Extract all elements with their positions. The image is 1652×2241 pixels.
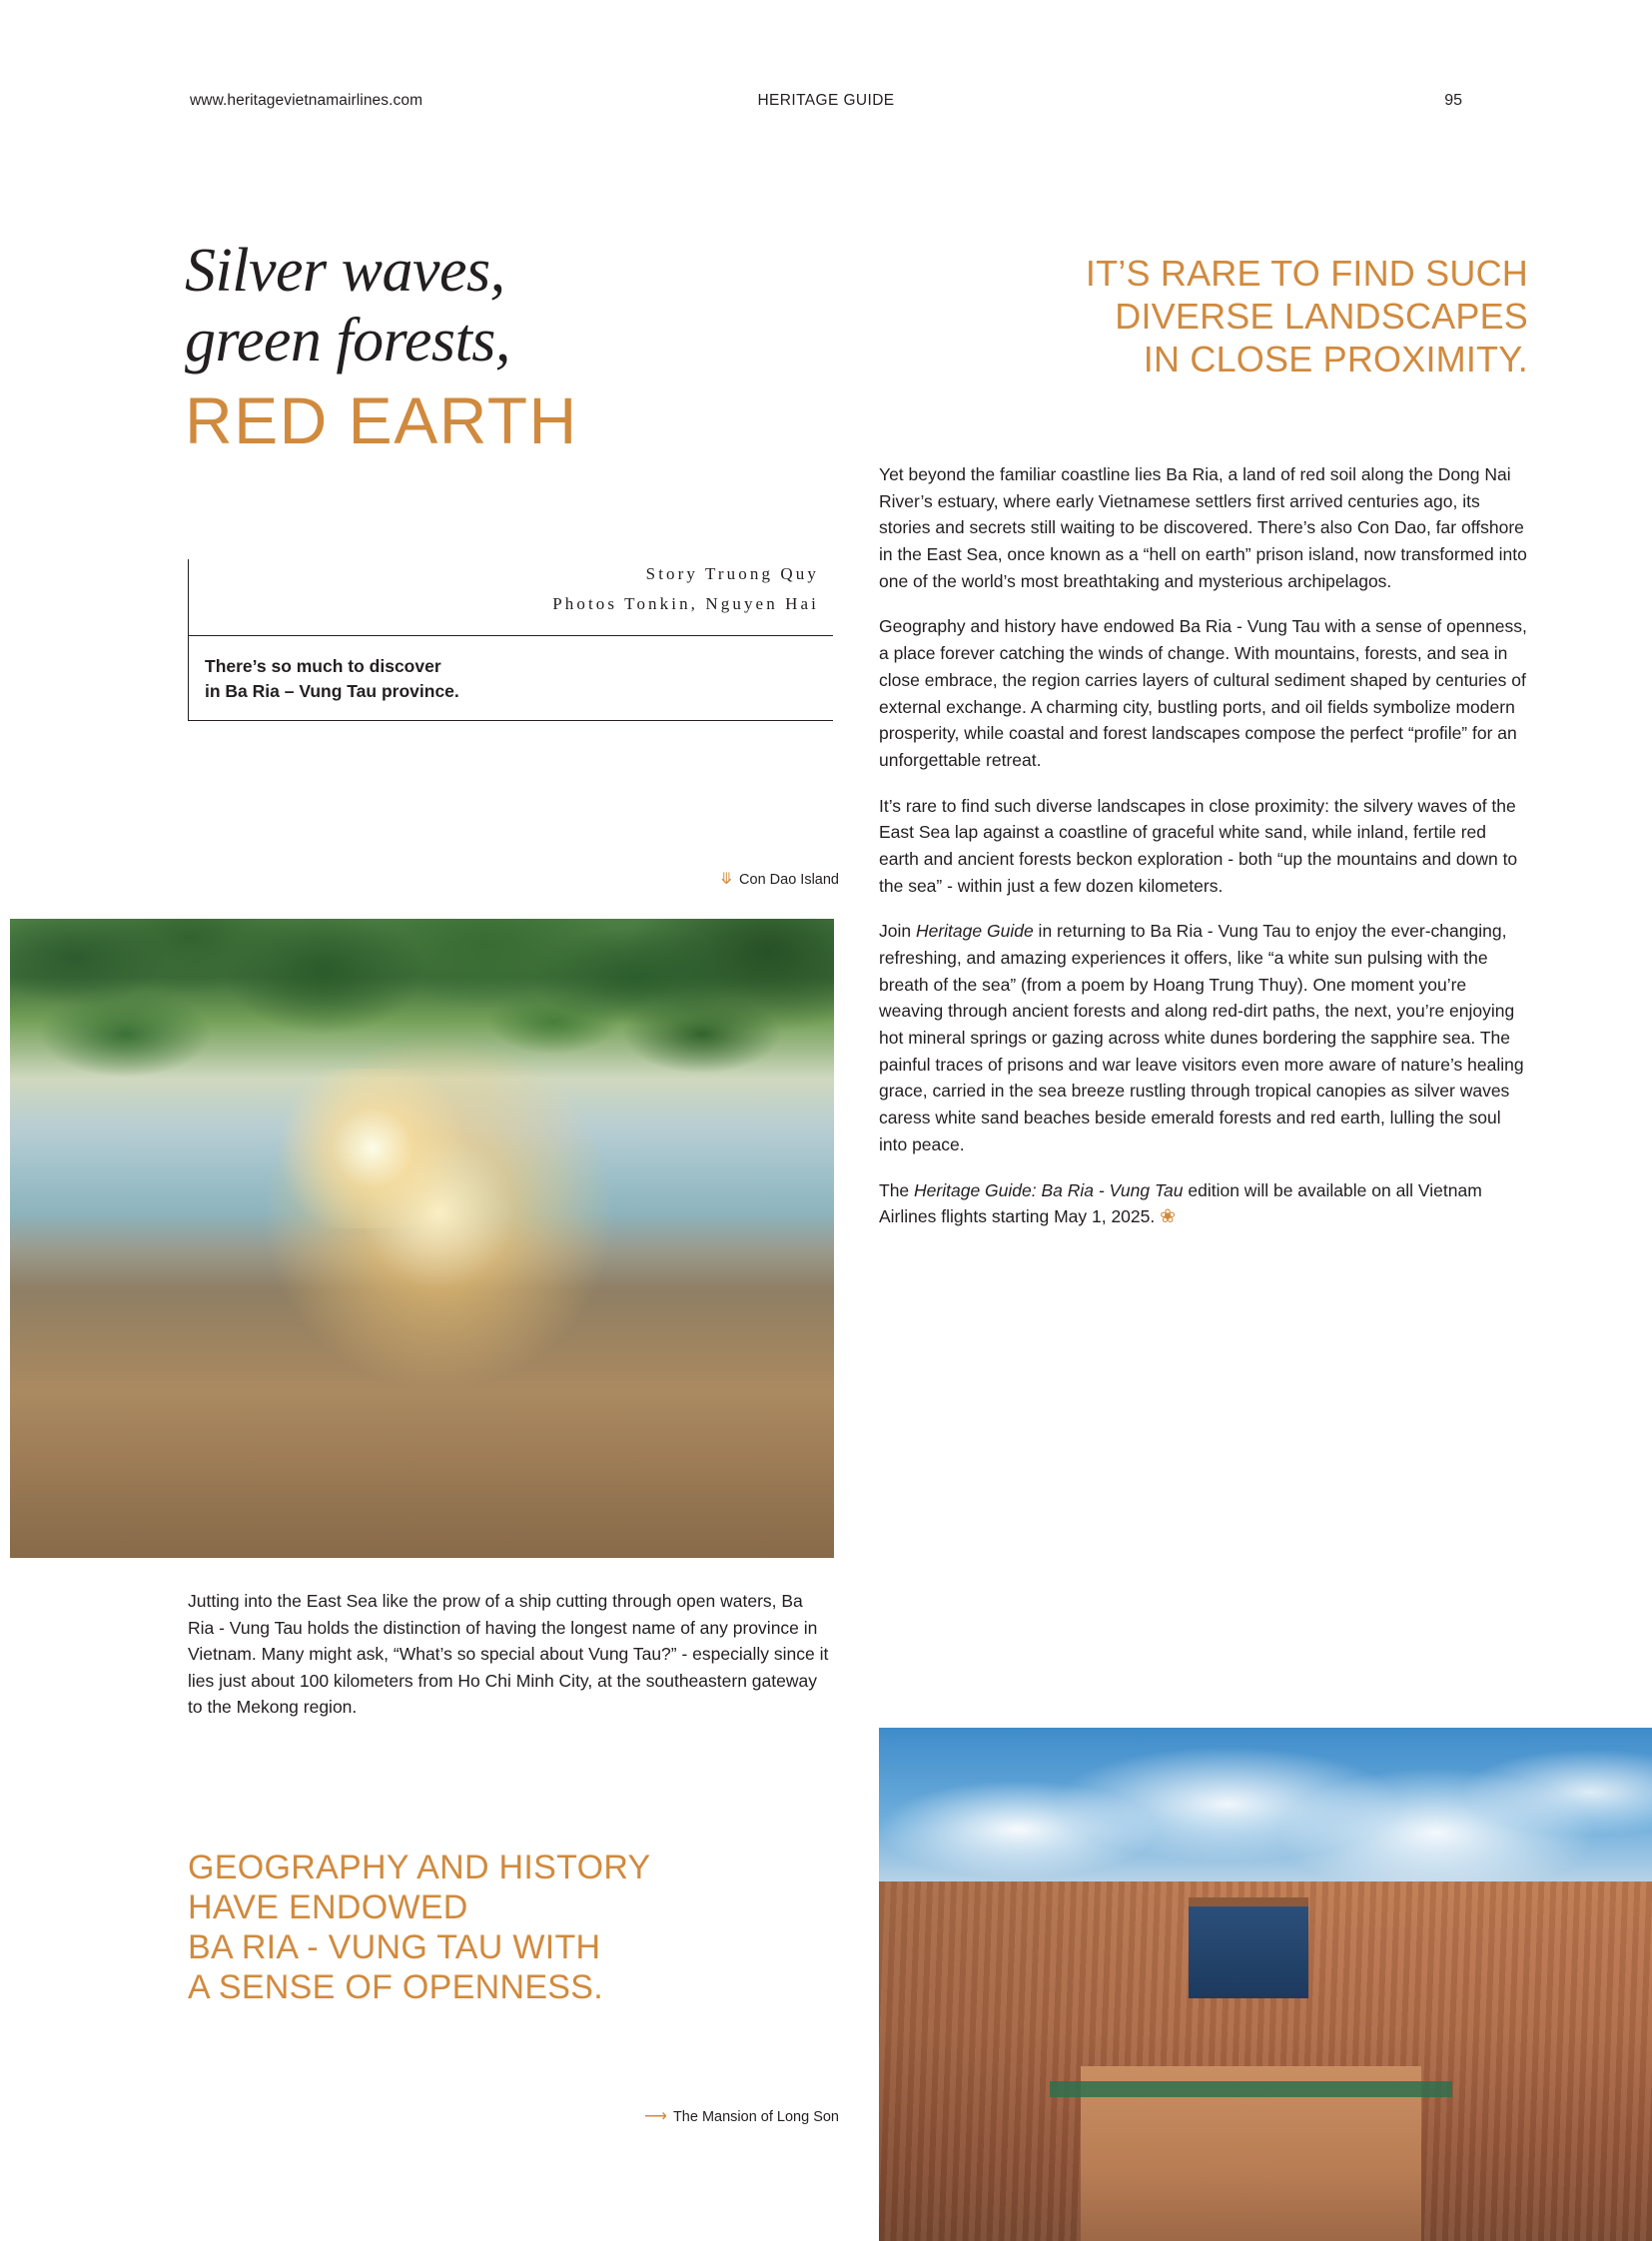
pullquote-right-line-1: IT’S RARE TO FIND SUCH [1085, 253, 1528, 294]
right-body-text [879, 461, 1528, 1232]
standfirst [189, 636, 833, 721]
pullquote-left-line-3: BA RIA - VUNG TAU WITH [188, 1928, 601, 1967]
photo-con-dao-island [10, 919, 834, 1558]
page-title [185, 237, 834, 457]
pullquote-left-line-1: GEOGRAPHY AND HISTORY [188, 1849, 651, 1886]
section-title: HERITAGE GUIDE [757, 92, 895, 109]
body-paragraph-2: Geography and history have endowed Ba Ria - Vung Tau with a sense of openness, a place forever catching the winds of change. With mountains, forests, and sea in close embrace, the region carries layers of cultural sediment shaped by centuries of external exchange. A charming city, bustling ports, and oil fields symbolize modern prosperity, while coastal and forest landscapes compose the perfect “profile” for an unforgettable retreat. [879, 616, 1527, 770]
body-paragraph-4 [879, 918, 1528, 1157]
left-body-text: Jutting into the East Sea like the prow of a ship cutting through open waters, Ba Ria - Vung Tau holds the distinction of having the longest name of any province in Vietnam. Many might ask, “What’s so special about Vung Tau?” - especially since it lies just about 100 kilometers from Ho Chi Minh City, at the southeastern gateway to the Mekong region. [188, 1591, 829, 1718]
arrow-down-icon: ⤋ [719, 871, 734, 888]
byline [189, 559, 833, 619]
pullquote-right-line-2: DIVERSE LANDSCAPES [1115, 296, 1528, 338]
page-number: 95 [1444, 92, 1462, 109]
magazine-name-emphasis: Heritage Guide [915, 921, 1034, 942]
body-paragraph-3: It’s rare to find such diverse landscapes in close proximity: the silvery waves of the East Sea lap against a coastline of graceful white sand, while inland, fertile red earth and ancient forests beckon exploration - both “up the mountains and down to the sea” - within just a few dozen kilometers. [879, 795, 1518, 896]
body-paragraph-5 [879, 1177, 1528, 1233]
body-paragraph-5-b: edition will be available on all Vietnam Airlines flights starting May 1, 2025. [879, 1179, 1482, 1227]
headline-line-2: green forests, [185, 307, 510, 374]
lotus-end-mark-icon: ❀ [1160, 1206, 1177, 1228]
body-paragraph-4-b: in returning to Ba Ria - Vung Tau to enjoy the ever-changing, refreshing, and amazing experiences it offers, like “a white sun pulsing with the breath of the sea” (from a poem by Hoang Trung Thuy). One moment you’re weaving through ancient forests and along red-dirt paths, the next, you’re enjoying hot mineral springs or gazing across white dunes bordering the sapphire sea. The painful traces of prisons and war leave visitors even more aware of nature’s healing grace, carried in the sea breeze rustling through tropical canopies as silver waves caress white sand beaches beside emerald forests and red earth, lulling the soul into peace. [879, 921, 1524, 1154]
standfirst-line-1: There’s so much to discover [205, 655, 441, 676]
standfirst-divider [189, 720, 833, 721]
edition-name-emphasis: Heritage Guide: Ba Ria - Vung Tau [914, 1179, 1184, 1200]
byline-story: Story Truong Quy [645, 564, 819, 583]
body-paragraph-4-a: Join [879, 921, 916, 942]
pullquote-right [879, 252, 1528, 381]
arrow-right-icon: ⟶ [644, 2108, 667, 2125]
rocky-shore-layer [10, 1251, 834, 1558]
pullquote-left-line-4: A SENSE OF OPENNESS. [188, 1968, 604, 2007]
photo-mansion-of-long-son [879, 1728, 1652, 2241]
pullquote-left-line-2: HAVE ENDOWED [188, 1888, 468, 1927]
byline-block [188, 559, 833, 721]
caption-con-dao-label: Con Dao Island [739, 872, 839, 888]
pullquote-right-line-3: IN CLOSE PROXIMITY. [1143, 339, 1528, 380]
blue-tower [1189, 1897, 1308, 1998]
sun-glow [263, 1069, 482, 1228]
sky-layer [879, 1728, 1652, 1897]
caption-mansion [559, 2109, 839, 2125]
caption-con-dao [519, 872, 839, 888]
headline-block [185, 237, 834, 457]
byline-photos: Photos Tonkin, Nguyen Hai [552, 593, 819, 613]
body-paragraph-5-a: The [879, 1179, 915, 1200]
headline-line-3: RED EARTH [185, 383, 578, 457]
running-head [190, 92, 1462, 112]
standfirst-line-2: in Ba Ria – Vung Tau province. [205, 680, 459, 701]
body-paragraph-1: Yet beyond the familiar coastline lies Ba Ria, a land of red soil along the Dong Nai River’s estuary, where early Vietnamese settlers first arrived centuries ago, its stories and secrets still waiting to be discovered. There’s also Con Dao, far offshore in the East Sea, once known as a “hell on earth” prison island, now transformed into one of the world’s most breathtaking and mysterious archipelagos. [879, 464, 1527, 591]
website-url: www.heritagevietnamairlines.com [190, 92, 423, 109]
caption-mansion-label: The Mansion of Long Son [672, 2109, 839, 2125]
pullquote-left [188, 1848, 837, 2007]
green-canopy-band [1050, 2081, 1452, 2097]
headline-line-1: Silver waves, [185, 237, 505, 305]
